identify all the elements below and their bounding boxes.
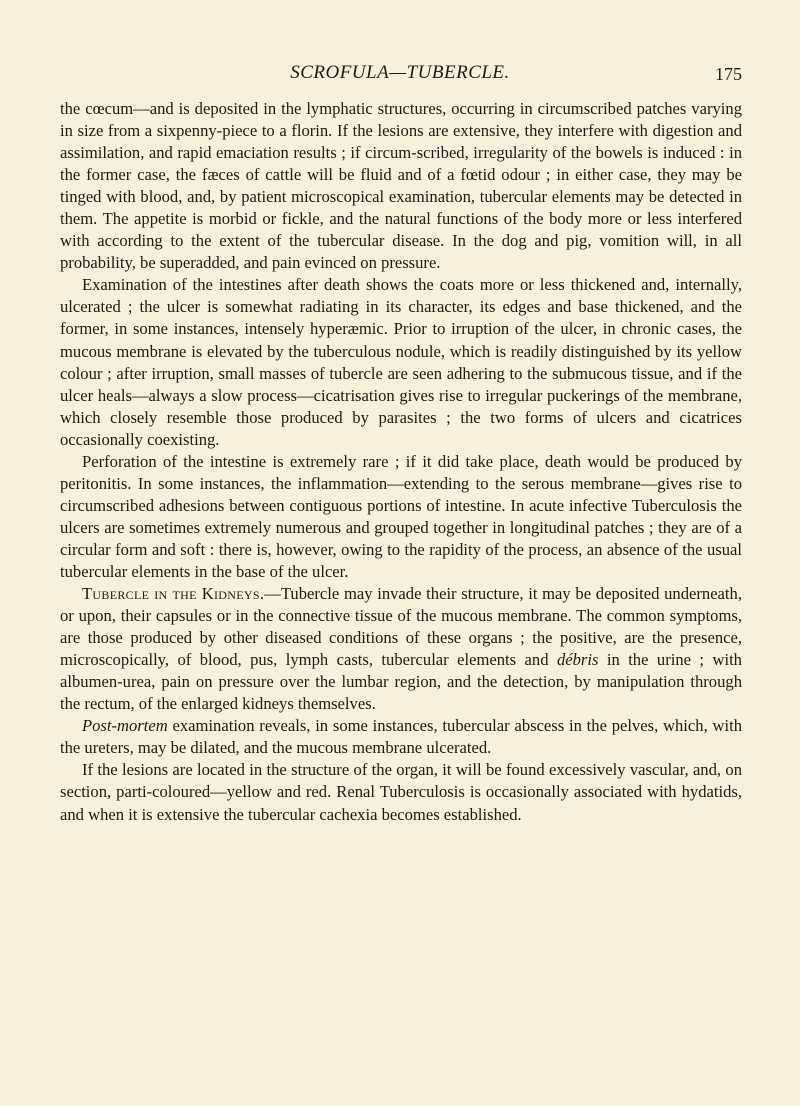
page-number: 175 [715,64,742,84]
italic-debris: débris [556,650,599,670]
paragraph-4-text: —Tubercle may invade their structure, it may be deposited underneath, or upon, their capsules or in the connective tissue of the mucous membrane. The common symptoms, are those produced by other diseased conditions of these organs ; the positive, are the presence, microscopically, of blood, pus, lymph casts, tubercular elements and [60,584,742,670]
paragraph-4-text-after: in the urine ; with albumen-urea, pain on pressure over the lumbar region, and the detection, by manipulation through the rectum, of the enlarged kidneys themselves. [60,650,742,714]
paragraph-2: Examination of the intestines after death shows the coats more or less thickened and, internally, ulcerated ; the ulcer is somewhat radiating in its character, its edges and base thickened, and the former, in some instances, intensely hyperæmic. Prior to irruption of the ulcer, in chronic cases, the mucous membrane is elevated by the tuberculous nodule, which is readily distinguished by its yellow colour ; after irruption, small masses of tubercle are seen adhering to the submucous tissue, and if the ulcer heals—always a slow process—cicatrisation gives rise to irregular puckerings of the membrane, which closely resemble those produced by parasites ; the two forms of ulcers and cicatrices occasionally coexisting. [60,275,742,449]
section-heading-kidneys: Tubercle in the Kidneys. [82,584,265,604]
paragraph-3: Perforation of the intestine is extremely rare ; if it did take place, death would be produced by peritonitis. In some instances, the inflammation—extending to the serous membrane—gives rise to circumscribed adhesions between contiguous portions of intestine. In acute infective Tuberculosis the ulcers are sometimes extremely numerous and grouped together in longitudinal patches ; they are of a circular form and soft : there is, however, owing to the rapidity of the process, an absence of the usual tubercular elements in the base of the ulcer. [60,451,742,581]
body-text [60,98,742,826]
italic-post-mortem: Post-mortem [82,716,168,736]
paragraph-5 [60,715,742,759]
paragraph-6: If the lesions are located in the structure of the organ, it will be found excessively vascular, and, on section, parti-coloured—yellow and red. Renal Tuberculosis is occasionally associated with hydatids, and when it is extensive the tubercular cachexia becomes established. [60,760,742,824]
page-header [0,62,800,92]
paragraph-5-text: examination reveals, in some instances, tubercular abscess in the pelves, which, with the ureters, may be dilated, and the mucous membrane ulcerated. [60,716,742,758]
paragraph-4 [60,583,742,715]
paragraph-1: the cœcum—and is deposited in the lymphatic structures, occurring in circumscribed patches varying in size from a sixpenny-piece to a florin. If the lesions are extensive, they interfere with digestion and assimilation, and rapid emaciation results ; if circum-scribed, irregularity of the bowels is induced : in the former case, the fæces of cattle will be fluid and of a fœtid odour ; in either case, they may be tinged with blood, and, by patient microscopical examination, tubercular elements may be detected in them. The appetite is morbid or fickle, and the natural functions of the body more or less interfered with according to the extent of the tubercular disease. In the dog and pig, vomition will, in all probability, be superadded, and pain evinced on pressure. [60,99,742,273]
running-title: SCROFULA—TUBERCLE. [290,62,510,83]
